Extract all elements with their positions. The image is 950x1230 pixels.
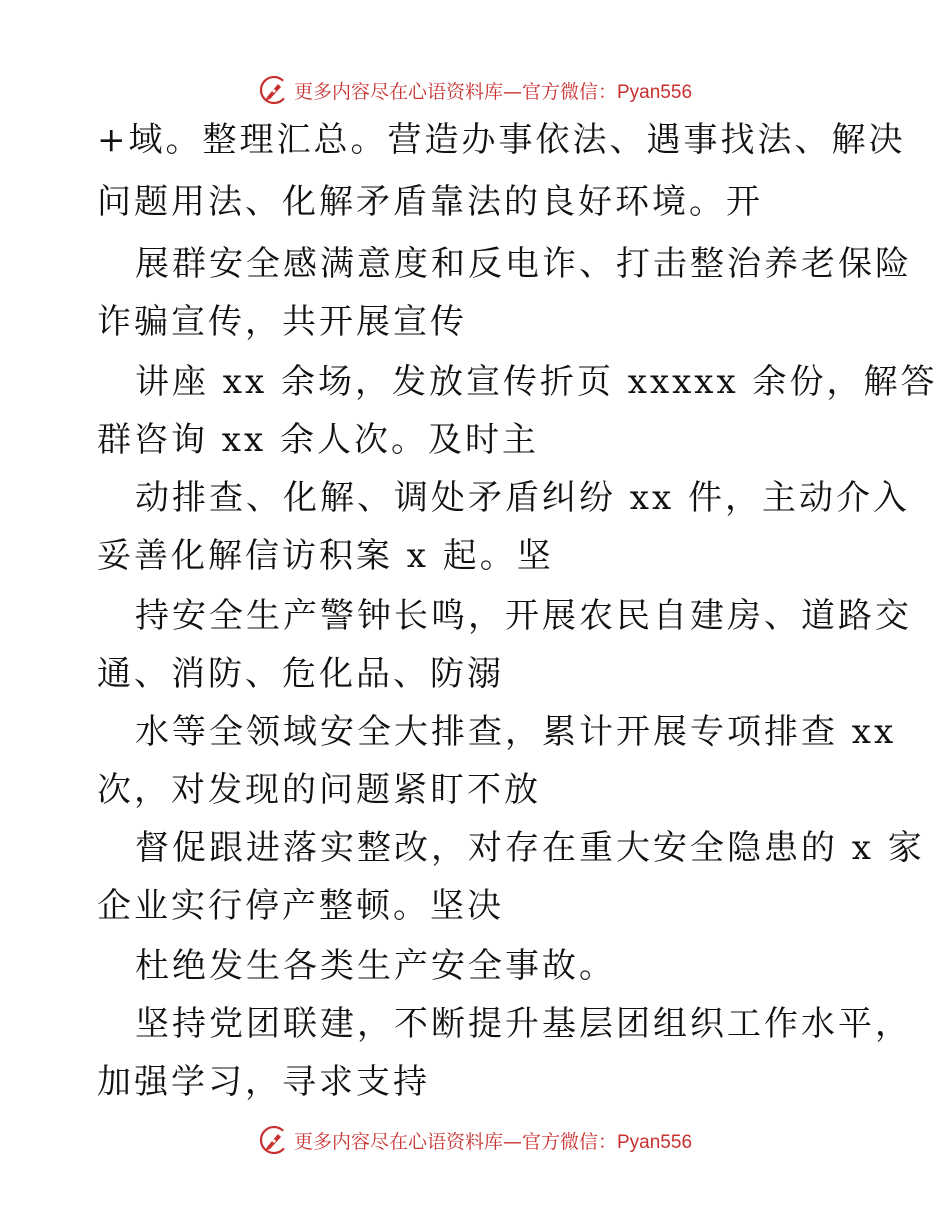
header-official-label: 官方微信： [521, 80, 617, 103]
body-line: 次，对发现的问题紧盯不放 [97, 770, 541, 810]
body-line: 群咨询 xx 余人次。及时主 [97, 420, 539, 460]
pen-circle-logo-icon [258, 1124, 290, 1156]
body-line: 杜绝发生各类生产安全事故。 [135, 946, 616, 986]
body-line: 水等全领域安全大排查，累计开展专项排查 xx [135, 712, 897, 752]
body-line: 持安全生产警钟长鸣，开展农民自建房、道路交 [135, 596, 912, 636]
body-line: 诈骗宣传，共开展宣传 [97, 302, 467, 342]
body-line: 通、消防、危化品、防溺 [97, 654, 504, 694]
header-watermark-text: 更多内容尽在心语资料库 [293, 80, 503, 103]
footer-wechat-id: Pyan556 [617, 1131, 693, 1153]
body-line: +域。整理汇总。营造办事依法、遇事找法、解决 [97, 120, 906, 160]
header-text [294, 77, 692, 104]
body-line: 加强学习，寻求支持 [97, 1062, 430, 1102]
body-line: 问题用法、化解矛盾靠法的良好环境。开 [97, 182, 763, 222]
pen-circle-logo-icon [258, 74, 290, 106]
footer-watermark [0, 1120, 950, 1160]
header-wechat-id: Pyan556 [617, 81, 693, 103]
body-line: 坚持党团联建，不断提升基层团组织工作水平， [135, 1004, 912, 1044]
header-separator: — [502, 80, 522, 103]
body-line: 展群安全感满意度和反电诈、打击整治养老保险 [135, 244, 912, 284]
body-line: 讲座 xx 余场，发放宣传折页 xxxxx 余份，解答 [135, 362, 938, 402]
header-watermark [0, 70, 950, 110]
body-line: 妥善化解信访积案 x 起。坚 [97, 536, 554, 576]
footer-text [294, 1127, 692, 1154]
body-line: 企业实行停产整顿。坚决 [97, 886, 504, 926]
footer-separator: — [502, 1130, 522, 1153]
body-line: 督促跟进落实整改，对存在重大安全隐患的 x 家 [135, 828, 925, 868]
body-line: 动排查、化解、调处矛盾纠纷 xx 件，主动介入 [135, 478, 910, 518]
footer-watermark-text: 更多内容尽在心语资料库 [293, 1130, 503, 1153]
footer-official-label: 官方微信： [521, 1130, 617, 1153]
